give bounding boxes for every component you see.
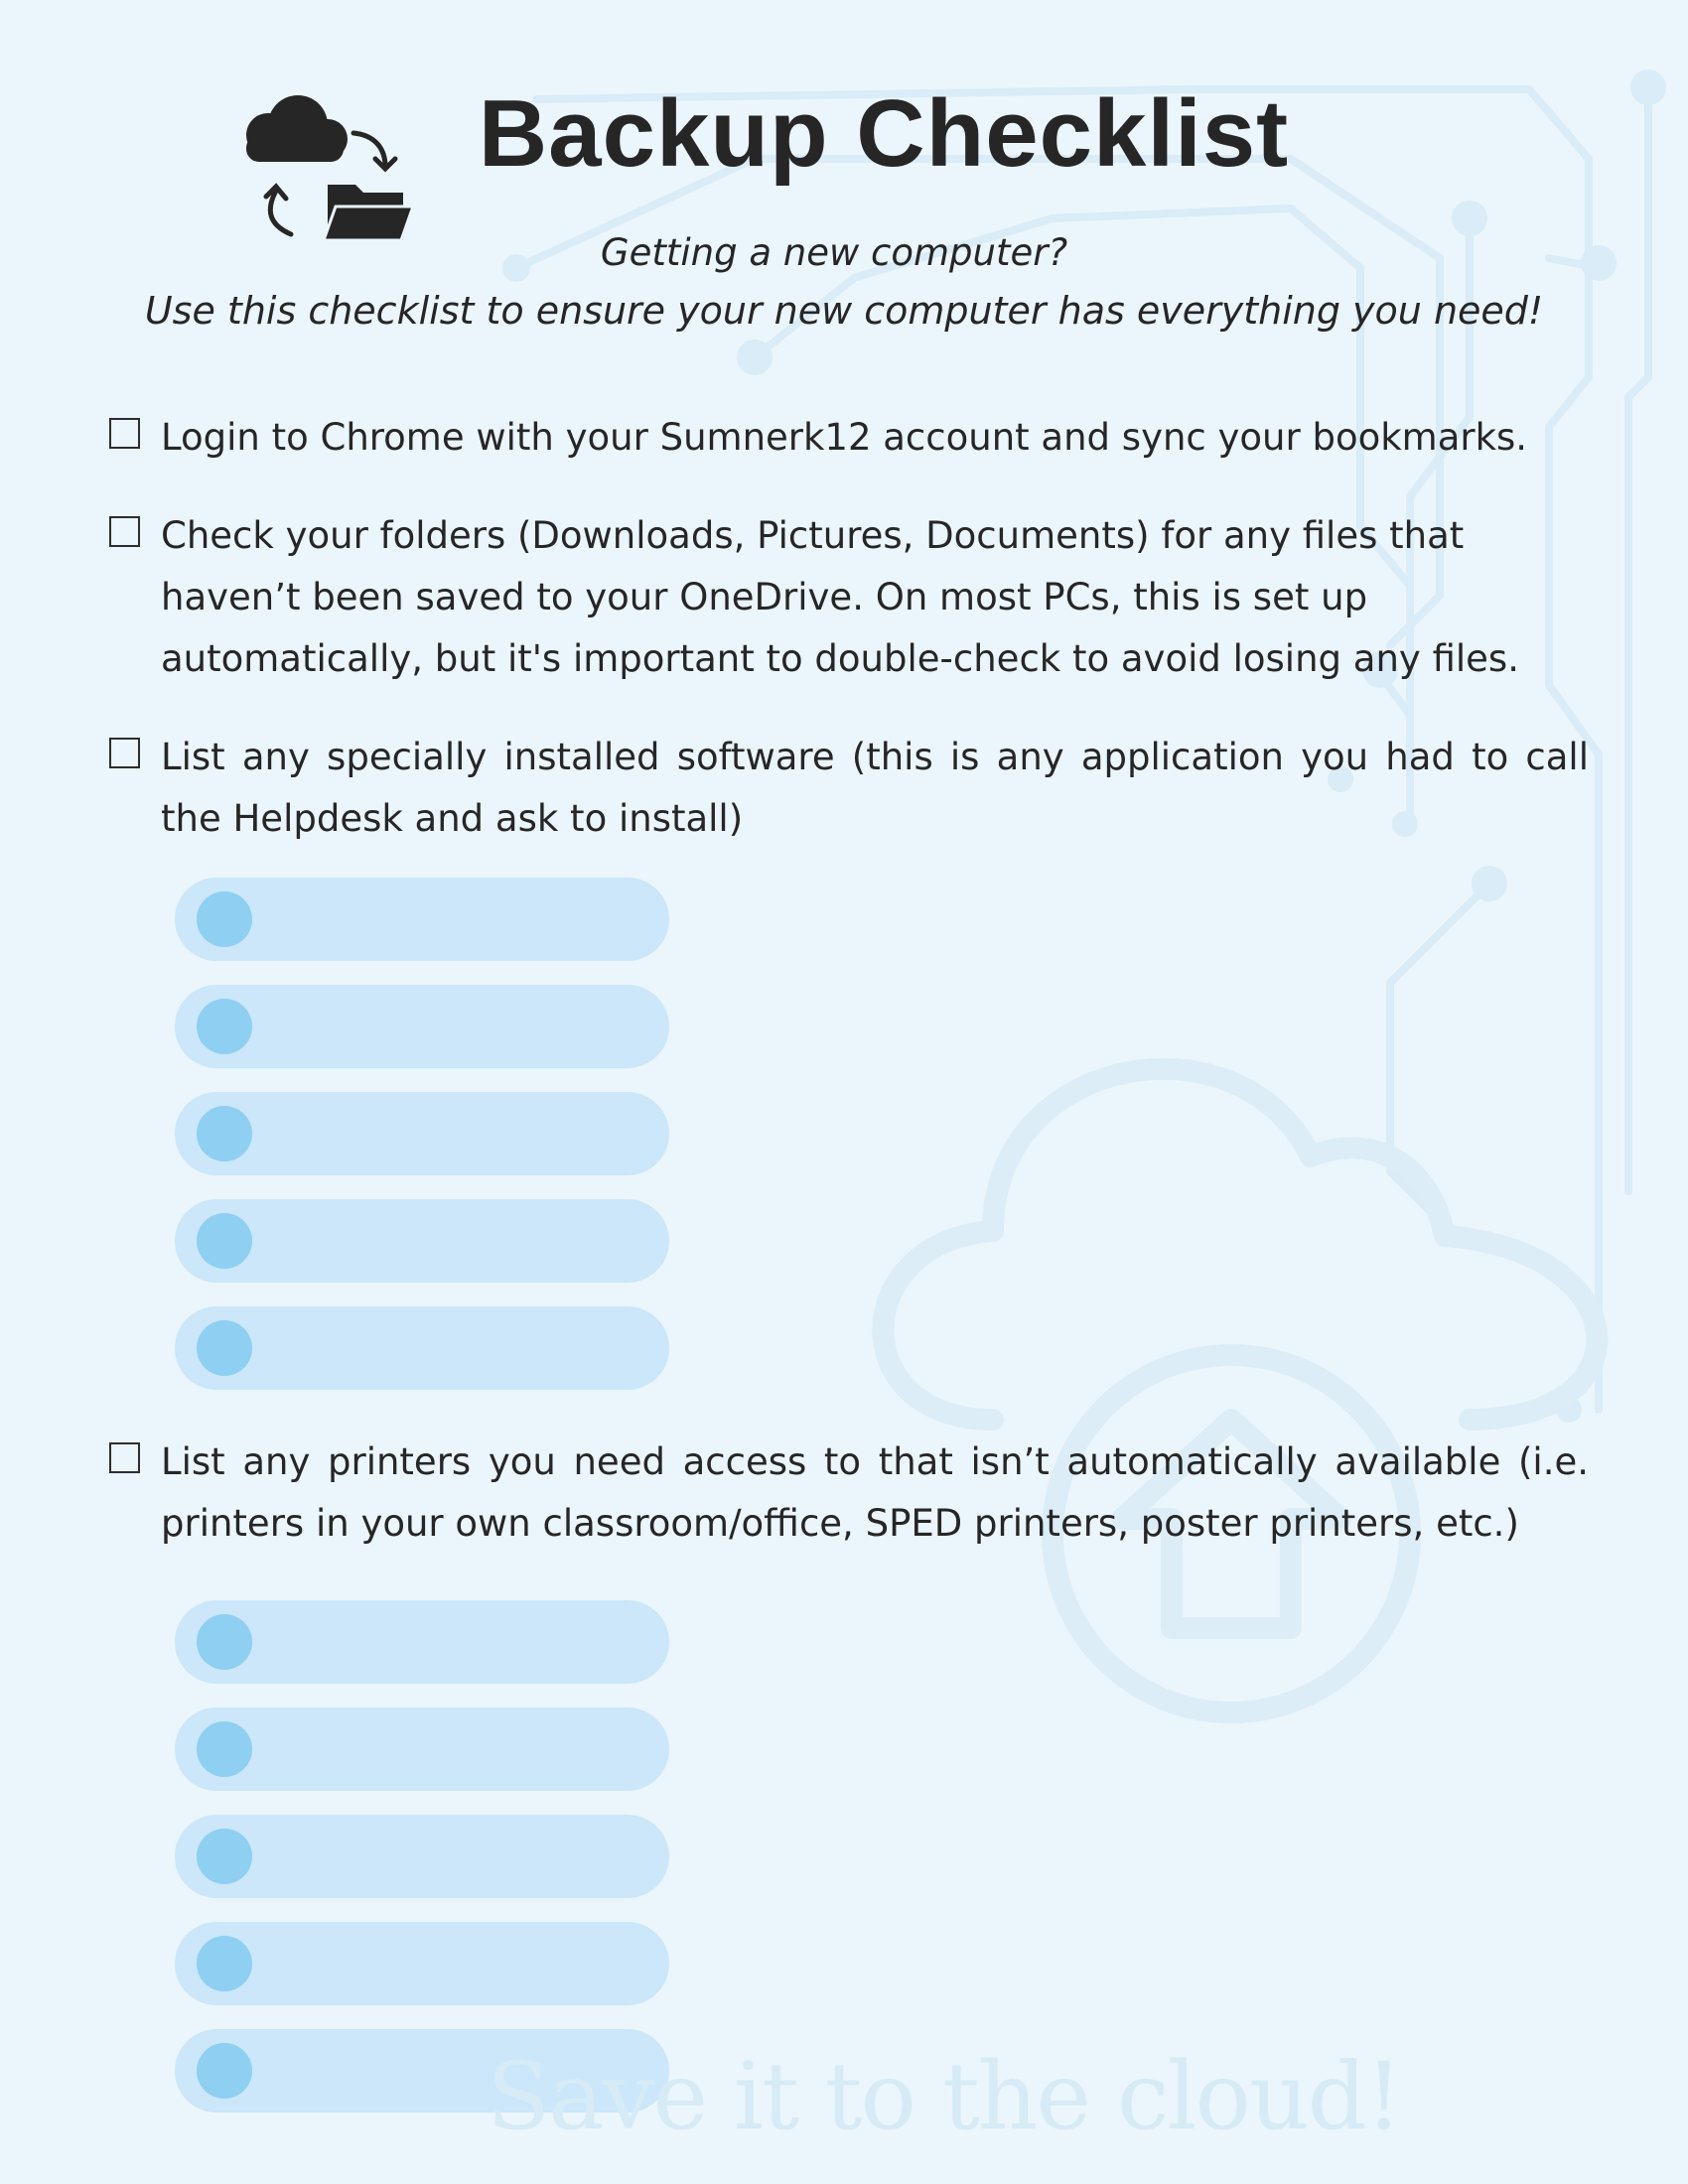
checklist-item-text: Check your folders (Downloads, Pictures, Documents) for any files that haven’t been saved to your OneDrive. On most PCs, this is set up automatically, but it's important to double-check to avoid losing any files. <box>161 514 1519 680</box>
software-entry-field[interactable] <box>175 878 669 961</box>
printer-entry-field[interactable] <box>175 1815 669 1898</box>
software-entry-field[interactable] <box>175 1306 669 1390</box>
bullet-dot-icon <box>197 1829 252 1884</box>
printer-entry-field[interactable] <box>175 1922 669 2005</box>
subtitle-question: Getting a new computer? <box>600 231 1068 274</box>
checklist-item-folders[interactable] <box>109 505 1589 690</box>
bullet-dot-icon <box>197 1213 252 1269</box>
checklist-item-software[interactable] <box>109 727 1589 850</box>
checklist-item-text: Login to Chrome with your Sumnerk12 account and sync your bookmarks. <box>161 416 1528 459</box>
bullet-dot-icon <box>197 999 252 1054</box>
checkbox[interactable] <box>109 418 140 449</box>
printer-entry-field[interactable] <box>175 1707 669 1791</box>
bullet-dot-icon <box>197 2043 252 2099</box>
bullet-dot-icon <box>197 891 252 947</box>
checklist-item-text: List any specially installed software (this is any application you had to call the Helpdesk and ask to install) <box>161 736 1589 840</box>
software-entry-field[interactable] <box>175 985 669 1068</box>
software-entry-field[interactable] <box>175 1092 669 1175</box>
bullet-dot-icon <box>197 1320 252 1376</box>
checkbox[interactable] <box>109 1442 140 1473</box>
checklist-item-printers[interactable] <box>109 1432 1589 1555</box>
software-entry-field[interactable] <box>175 1199 669 1283</box>
checklist-item-text: List any printers you need access to that isn’t automatically available (i.e. printers in your own classroom/office, SPED printers, poster printers, etc.) <box>161 1440 1589 1545</box>
footer-tagline: Save it to the cloud! <box>487 2043 1401 2151</box>
bullet-dot-icon <box>197 1614 252 1670</box>
bullet-dot-icon <box>197 1106 252 1161</box>
printer-entry-field[interactable] <box>175 1600 669 1684</box>
checkbox[interactable] <box>109 516 140 547</box>
bullet-dot-icon <box>197 1721 252 1777</box>
page-title: Backup Checklist <box>478 80 1290 187</box>
checkbox[interactable] <box>109 738 140 768</box>
subtitle-instruction: Use this checklist to ensure your new computer has everything you need! <box>144 289 1544 333</box>
checklist-item-chrome[interactable] <box>109 407 1589 469</box>
cloud-sync-folder-icon <box>236 95 415 242</box>
software-entry-list <box>175 878 671 1414</box>
bullet-dot-icon <box>197 1936 252 1991</box>
